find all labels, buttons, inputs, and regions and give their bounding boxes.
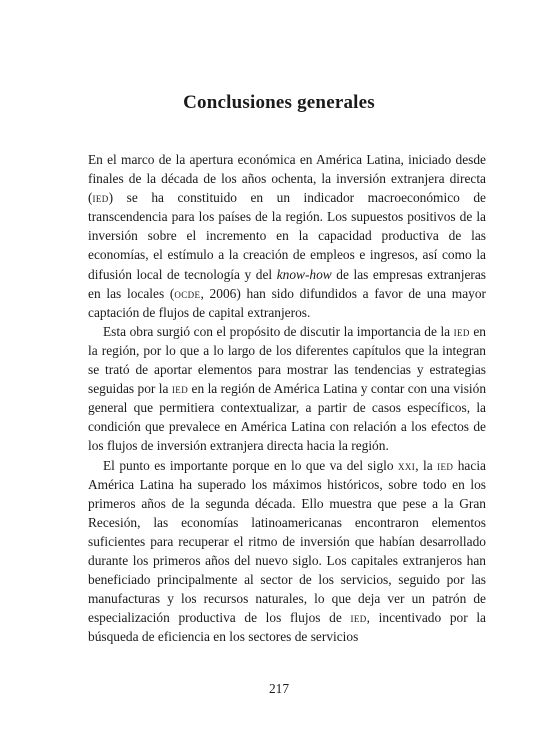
paragraph-1-text-4: , 2006) han sido difundidos a favor de una mayor captación de flujos de capital extranjeros.	[88, 285, 486, 320]
paragraph-2-text-3: en la región de América Latina y contar con una visión general que permitiera contextualizar, a partir de casos específicos, la condición que prevalece en América Latina con relación a los efectos de los flujos de inversión extranjera directa hacia la región.	[88, 381, 487, 454]
abbreviation-ied: ied	[453, 323, 470, 339]
body-text	[88, 150, 486, 646]
abbreviation-ied: ied	[437, 457, 454, 473]
paragraph-3-text-4: , incentivado por la búsqueda de eficiencia en los sectores de servicios	[88, 610, 487, 645]
abbreviation-century: xxi	[398, 457, 416, 473]
paragraph-2-text-2: en la región, por lo que a lo largo de los diferentes capítulos que la integran se trató de aportar elementos para mostrar las tendencias y estrategias seguidas por la	[88, 323, 486, 397]
abbreviation-ied: ied	[350, 610, 367, 626]
paragraph-3-text-2: , la	[415, 457, 438, 473]
paragraph-3-text-1: El punto es importante porque en lo que va del siglo	[103, 457, 398, 473]
paragraph-1	[88, 150, 486, 322]
paragraph-3-text-3: hacia América Latina ha superado los máximos históricos, sobre todo en los primeros años de la segunda década. Ello muestra que pese a la Gran Recesión, las economías latinoamericanas encontraron elementos suficientes para recuperar el ritmo de inversión que habían desarrollado durante los primeros años del nuevo siglo. Los capitales extranjeros han beneficiado principalmente al sector de los servicios, seguido por las manufacturas y los recursos naturales, lo que deja ver un patrón de especialización productiva de los flujos de	[88, 457, 486, 626]
paragraph-1-text-1: En el marco de la apertura económica en América Latina, iniciado desde finales de la década de los años ochenta, la inversión extranjera directa (	[88, 152, 486, 206]
paragraph-3	[88, 456, 486, 647]
italic-term-know-how: know-how	[276, 266, 332, 282]
abbreviation-ied: ied	[171, 381, 189, 397]
page-title: Conclusiones generales	[183, 92, 375, 113]
paragraph-2-text-1: Esta obra surgió con el propósito de discutir la importancia de la	[103, 323, 454, 339]
paragraph-1-text-3: de las empresas extranjeras en las locales (	[88, 266, 487, 301]
paragraph-2	[88, 322, 486, 456]
abbreviation-ocde: ocde	[174, 285, 201, 301]
page-number: 217	[268, 681, 290, 696]
paragraph-1-text-2: ) se ha constituido en un indicador macroeconómico de transcendencia para los países de la región. Los supuestos positivos de la inversión sobre el incremento en la capacidad productiva de las economías, el estímulo a la creación de empleos e ingresos, así como la difusión local de tecnología y del	[88, 190, 486, 282]
abbreviation-ied: ied	[92, 190, 109, 206]
